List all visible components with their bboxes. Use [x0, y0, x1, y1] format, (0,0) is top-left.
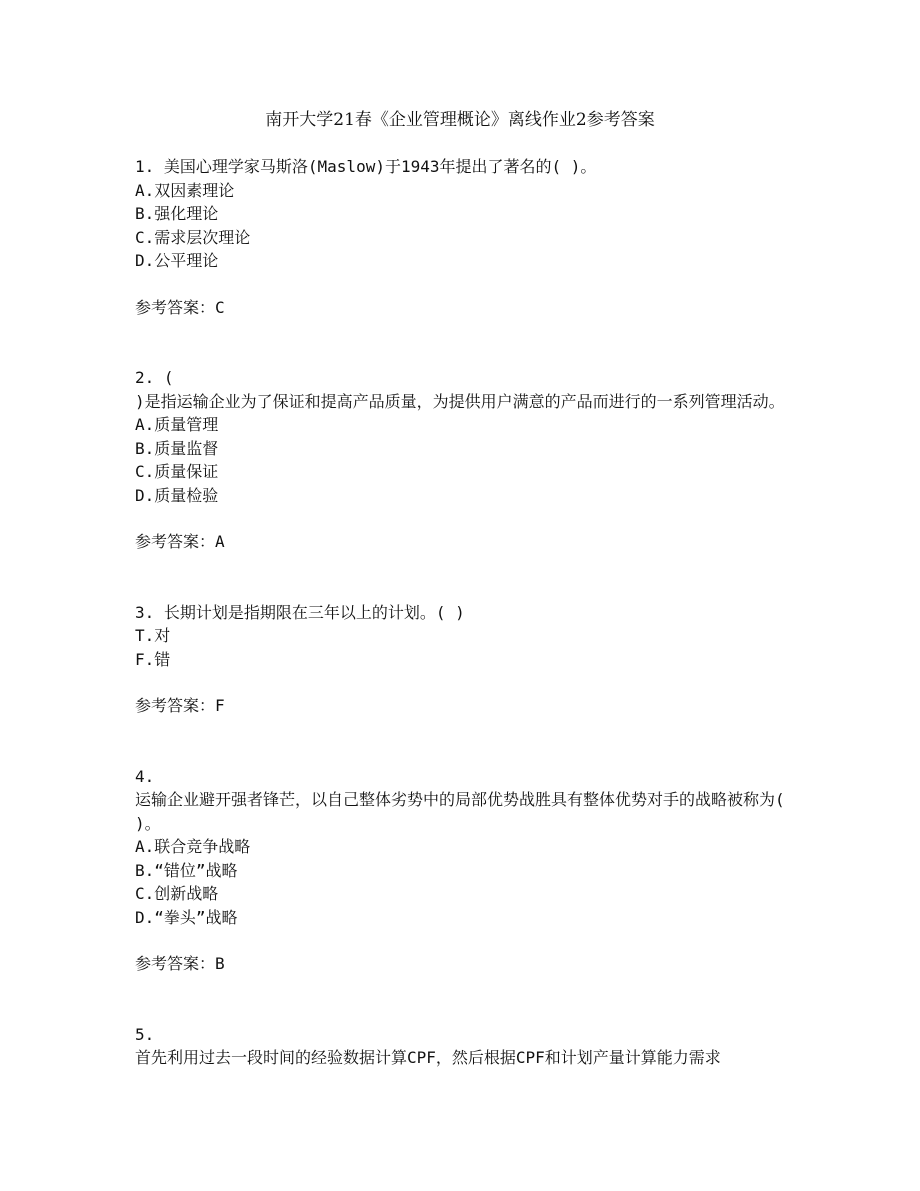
- spacer: [135, 319, 795, 366]
- option-a: A.质量管理: [135, 415, 219, 434]
- option-d: D.质量检验: [135, 485, 219, 505]
- question-stem: 1. 美国心理学家马斯洛(Maslow)于1943年提出了著名的( )。: [135, 157, 597, 176]
- question-stem: 4. 运输企业避开强者锋芒，以自己整体劣势中的局部优势战胜具有整体优势对手的战略被称为( )。: [135, 766, 785, 833]
- option-c: C.质量保证: [135, 462, 219, 481]
- spacer: [135, 976, 795, 1023]
- reference-answer: 参考答案：B: [135, 954, 225, 973]
- option-a: A.联合竞争战略: [135, 837, 251, 856]
- reference-answer: 参考答案：C: [135, 297, 225, 317]
- question-5: [135, 1023, 795, 1070]
- question-stem: 2. ( )是指运输企业为了保证和提高产品质量，为提供用户满意的产品而进行的一系列管理活动。: [135, 368, 785, 411]
- question-2: [135, 366, 795, 554]
- reference-answer: 参考答案：F: [135, 696, 225, 715]
- option-t: T.对: [135, 626, 171, 645]
- question-stem: 3. 长期计划是指期限在三年以上的计划。( ): [135, 602, 465, 622]
- option-d: D.公平理论: [135, 251, 219, 270]
- option-c: C.创新战略: [135, 884, 219, 903]
- option-f: F.错: [135, 649, 171, 669]
- option-b: B.质量监督: [135, 438, 219, 458]
- question-1: [135, 155, 795, 319]
- spacer: [135, 718, 795, 765]
- spacer: [135, 554, 795, 601]
- option-d: D.“拳头”战略: [135, 907, 238, 927]
- option-c: C.需求层次理论: [135, 227, 251, 247]
- question-3: [135, 601, 795, 718]
- question-stem: 5. 首先利用过去一段时间的经验数据计算CPF，然后根据CPF和计划产量计算能力需求: [135, 1024, 721, 1067]
- option-a: A.双因素理论: [135, 180, 235, 200]
- reference-answer: 参考答案：A: [135, 532, 225, 551]
- question-4: [135, 765, 795, 976]
- document-title: 南开大学21春《企业管理概论》离线作业2参考答案: [265, 110, 655, 130]
- option-b: B.强化理论: [135, 204, 219, 223]
- question-list: [135, 155, 795, 1070]
- option-b: B.“错位”战略: [135, 860, 238, 880]
